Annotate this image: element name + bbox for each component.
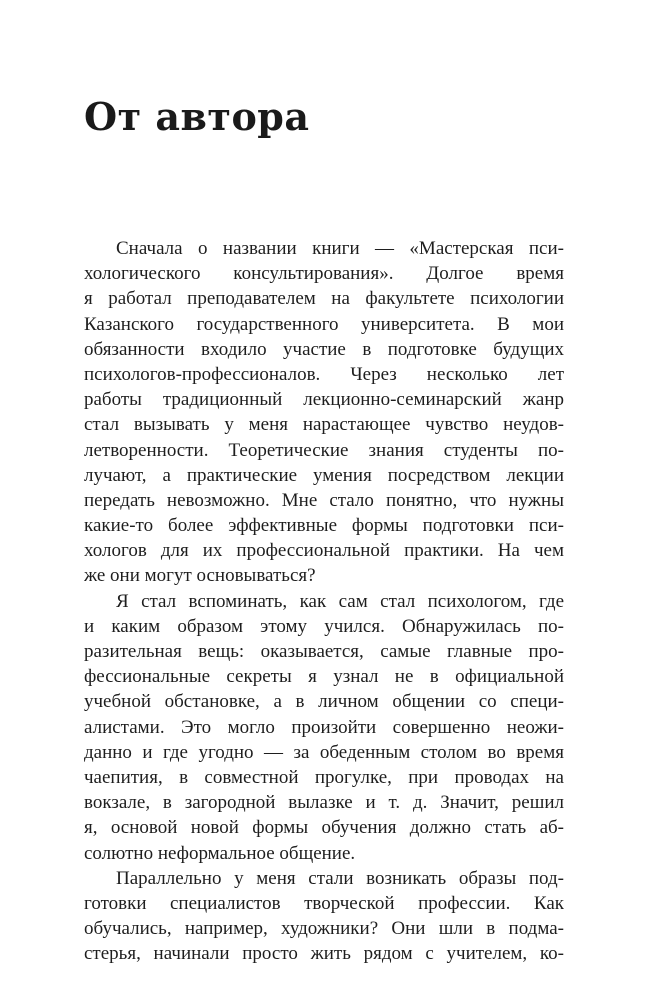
chapter-title: От автора (84, 94, 310, 139)
text-line: я работал преподавателем на факультете психологии (84, 288, 564, 310)
text-line: учебной обстановке, а в личном общении со специ- (84, 691, 564, 713)
text-line: летворенности. Теоретические знания студенты по- (84, 439, 564, 461)
text-line: же они могут основываться? (84, 565, 316, 587)
text-line: хологического консультирования». Долгое время (84, 263, 564, 285)
text-line: обучались, например, художники? Они шли в подма- (84, 918, 564, 940)
text-line: стал вызывать у меня нарастающее чувство неудов- (84, 414, 564, 436)
text-line: и каким образом этому учился. Обнаружилась по- (84, 615, 564, 637)
text-line: работы традиционный лекционно-семинарский жанр (84, 389, 564, 411)
text-line: я, основой новой формы обучения должно стать аб- (84, 817, 564, 839)
text-line: фессиональные секреты я узнал не в официальной (84, 666, 564, 688)
text-line: обязанности входило участие в подготовке будущих (84, 338, 564, 360)
text-line: Параллельно у меня стали возникать образы под- (116, 867, 564, 889)
text-line: какие-то более эффективные формы подготовки пси- (84, 515, 564, 537)
text-line: передать невозможно. Мне стало понятно, что нужны (84, 489, 564, 511)
body-text (84, 236, 564, 966)
text-line: разительная вещь: оказывается, самые главные про- (84, 641, 564, 662)
text-line: солютно неформальное общение. (84, 842, 356, 864)
text-line: Сначала о названии книги — «Мастерская пси- (116, 238, 564, 259)
text-line: хологов для их профессиональной практики. На чем (84, 540, 564, 562)
text-line: готовки специалистов творческой профессии. Как (84, 892, 564, 914)
text-line: лучают, а практические умения посредством лекции (84, 464, 564, 486)
text-line: данно и где угодно — за обеденным столом во время (84, 741, 564, 763)
text-line: чаепития, в совместной прогулке, при проводах на (84, 766, 564, 788)
text-line: психологов-профессионалов. Через несколько лет (84, 363, 564, 385)
text-line: Казанского государственного университета. В мои (84, 313, 564, 335)
text-line: вокзале, в загородной вылазке и т. д. Значит, решил (84, 792, 564, 814)
text-line: Я стал вспоминать, как сам стал психологом, где (116, 590, 564, 612)
text-line: алистами. Это могло произойти совершенно неожи- (84, 716, 564, 738)
text-line: стерья, начинали просто жить рядом с учителем, ко- (84, 943, 564, 965)
